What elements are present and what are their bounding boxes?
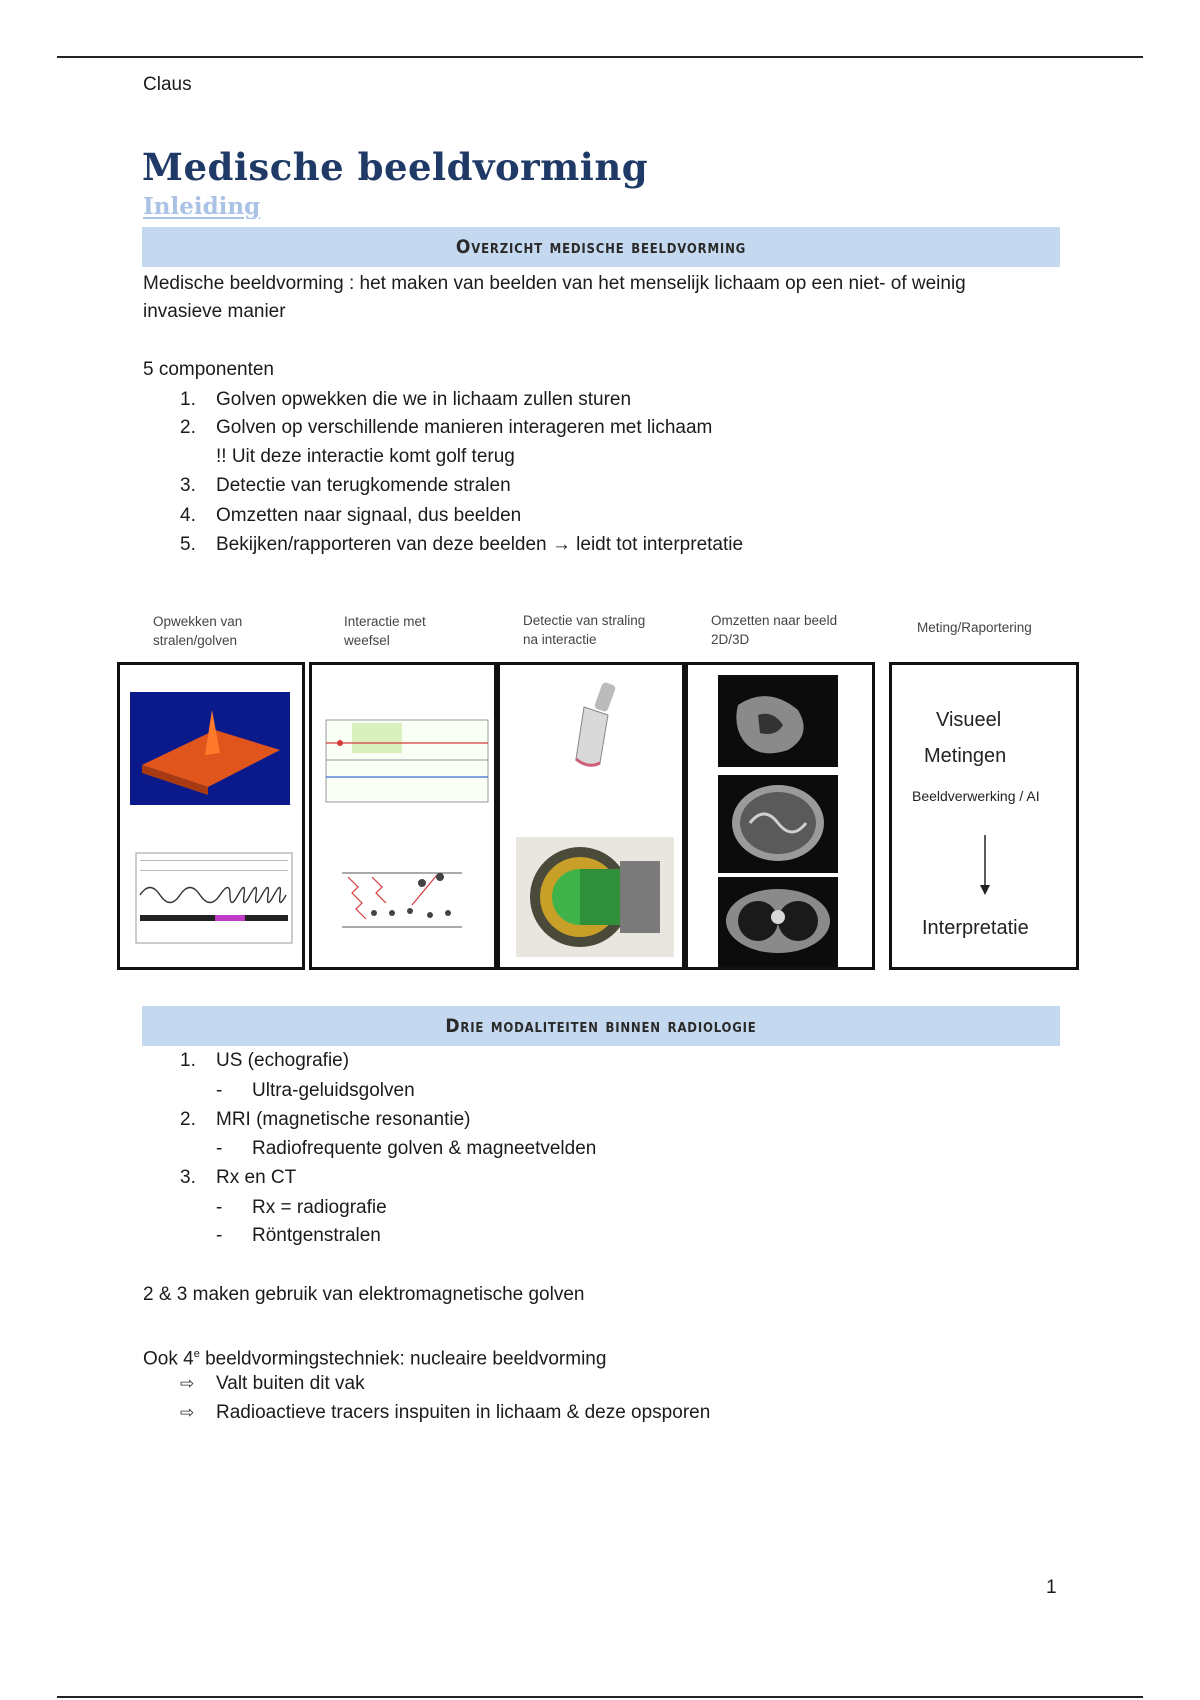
- sub-list-item: - Rx = radiografie: [216, 1197, 387, 1218]
- bottom-rule: [57, 1696, 1143, 1698]
- fourth-technique: Ook 4e beeldvormingstechniek: nucleaire beeldvorming: [143, 1348, 607, 1370]
- interaction-illustrations: [312, 665, 494, 967]
- panel-conversion: [685, 662, 875, 970]
- list-item: 5. Bekijken/rapporteren van deze beelden → leidt tot interpretatie: [180, 534, 744, 555]
- sub-list-item: - Ultra-geluidsgolven: [216, 1080, 415, 1101]
- page-number: 1: [1046, 1577, 1057, 1598]
- list-item: 2. Golven op verschillende manieren interageren met lichaam: [180, 417, 713, 438]
- down-arrow-icon: [978, 835, 992, 897]
- section-title: Inleiding: [143, 193, 261, 220]
- caption-reporting: Meting/Raportering: [917, 620, 1032, 635]
- detection-illustrations: [500, 665, 682, 967]
- hollow-arrow-icon: ⇨: [180, 1403, 195, 1422]
- list-item: 1. US (echografie): [180, 1050, 350, 1071]
- list-item: 3. Rx en CT: [180, 1167, 297, 1188]
- processing-label: Beeldverwerking / AI: [912, 788, 1040, 804]
- document-title: Medische beeldvorming: [142, 145, 649, 189]
- top-rule: [57, 56, 1143, 58]
- wave-illustrations: [120, 665, 302, 967]
- interpretation-label: Interpretatie: [922, 917, 1029, 939]
- list-item: 4. Omzetten naar signaal, dus beelden: [180, 505, 522, 526]
- measurements-label: Metingen: [924, 745, 1007, 767]
- caption-detection: Detectie van straling na interactie: [523, 613, 646, 647]
- sub-list-item: - Radiofrequente golven & magneetvelden: [216, 1138, 597, 1159]
- list-item: 1. Golven opwekken die we in lichaam zullen sturen: [180, 389, 632, 410]
- sub-list-item: - Röntgenstralen: [216, 1225, 381, 1246]
- visual-label: Visueel: [936, 709, 1002, 731]
- panel-detection: [497, 662, 685, 970]
- caption-interaction: Interactie met weefsel: [344, 614, 426, 648]
- list-item-note: !! Uit deze interactie komt golf terug: [216, 446, 515, 467]
- panel-interaction: [309, 662, 497, 970]
- list-item: 3. Detectie van terugkomende stralen: [180, 475, 511, 496]
- components-label: 5 componenten: [143, 359, 274, 380]
- heading-modalities: Drie modaliteiten binnen radiologie: [142, 1006, 1060, 1046]
- author-name: Claus: [143, 74, 192, 95]
- arrow-point: ⇨ Radioactieve tracers inspuiten in lichaam & deze opsporen: [180, 1399, 710, 1427]
- image-reconstructions: [688, 665, 872, 967]
- em-waves-note: 2 & 3 maken gebruik van elektromagnetische golven: [143, 1284, 585, 1305]
- caption-generate: Opwekken van stralen/golven: [153, 614, 243, 648]
- hollow-arrow-icon: ⇨: [180, 1374, 195, 1393]
- ultrasound-probe-icon: [576, 681, 616, 765]
- mri-scanner-icon: [516, 837, 674, 957]
- caption-convert: Omzetten naar beeld 2D/3D: [711, 613, 838, 647]
- panel-reporting: [889, 662, 1079, 970]
- heading-overview: Overzicht medische beeldvorming: [142, 227, 1060, 267]
- definition-line-2: invasieve manier: [143, 301, 286, 322]
- panel-generation: [117, 662, 305, 970]
- list-item: 2. MRI (magnetische resonantie): [180, 1109, 471, 1130]
- definition-line-1: Medische beeldvorming : het maken van beelden van het menselijk lichaam op een niet- of weinig: [143, 273, 966, 294]
- arrow-point: ⇨ Valt buiten dit vak: [180, 1370, 365, 1398]
